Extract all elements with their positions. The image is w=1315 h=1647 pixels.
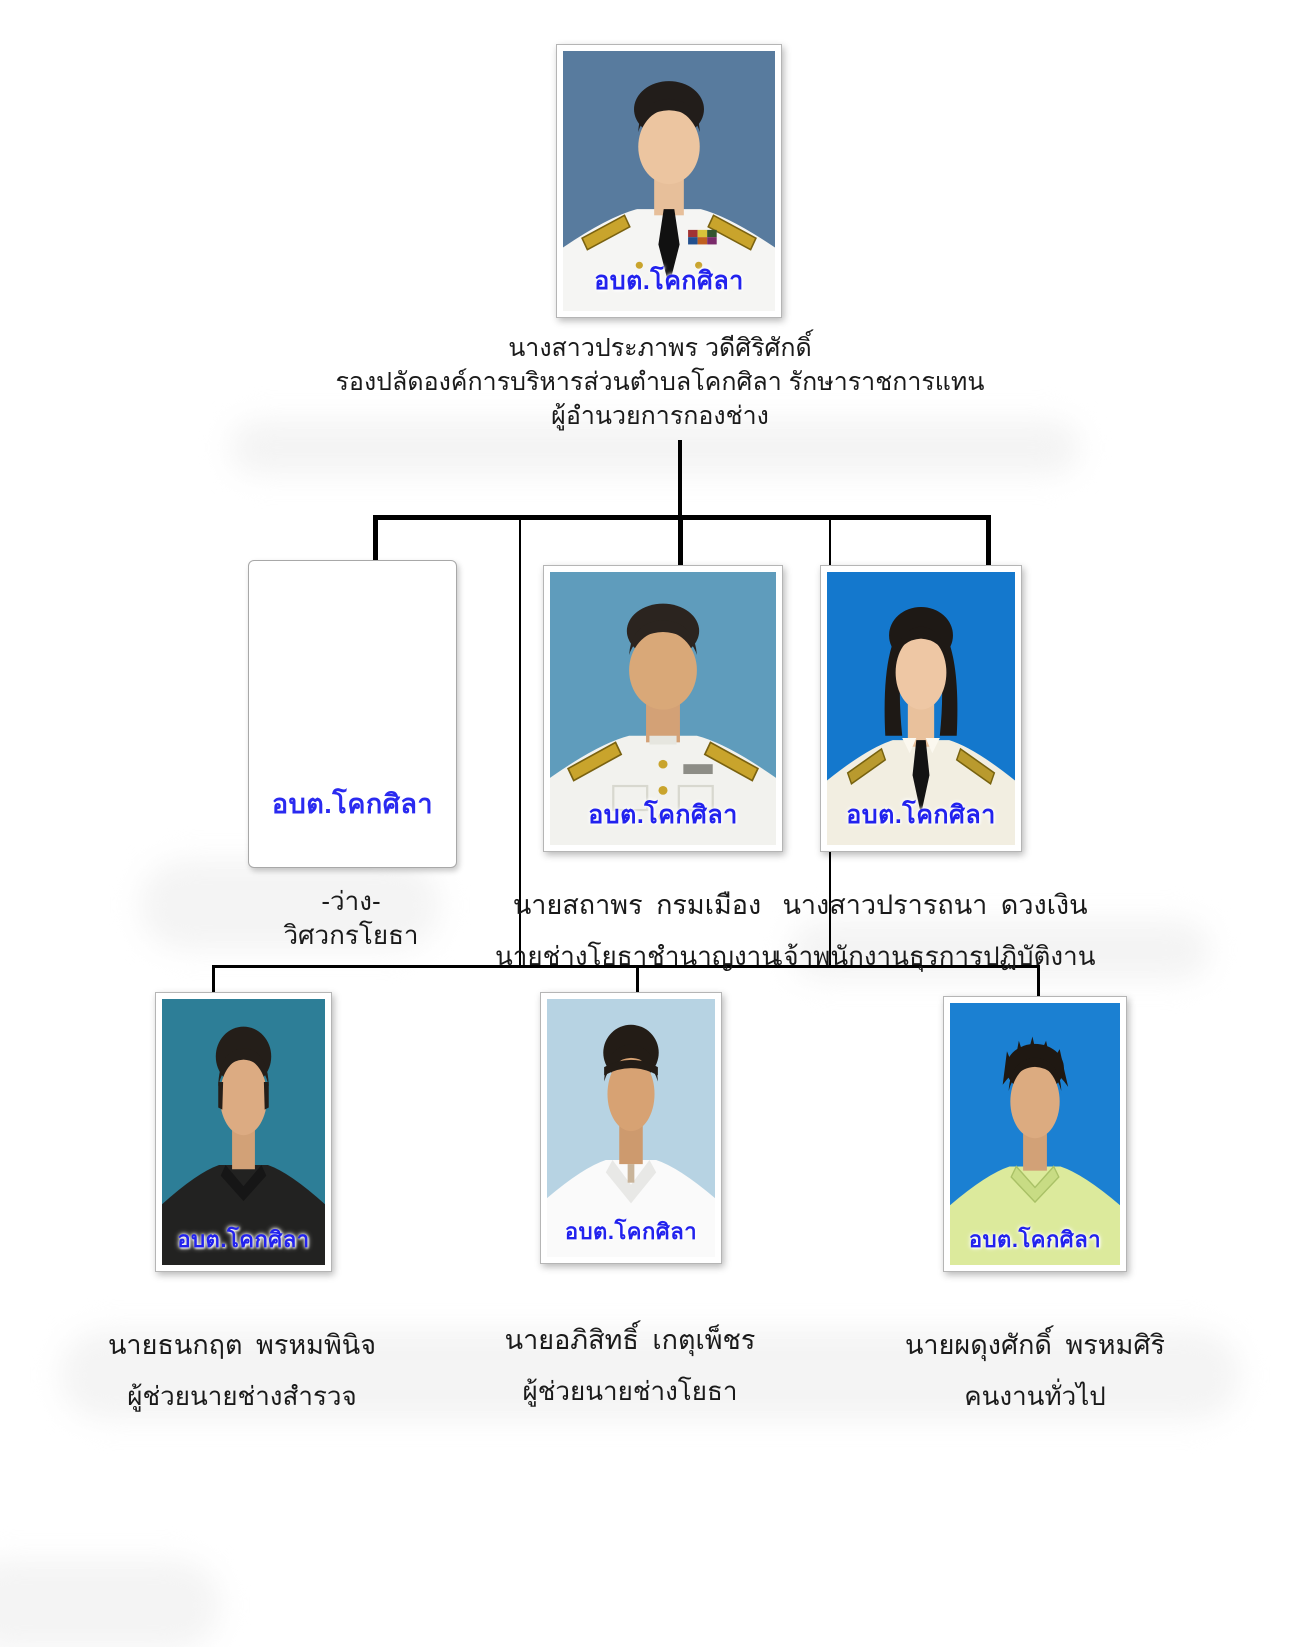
photo-watermark: อบต.โคกศิลา xyxy=(271,789,434,819)
photo-sathaporn xyxy=(543,565,783,852)
person-name: นางสาวปรารถนา ดวงเงิน xyxy=(782,890,1088,920)
photo-phadungsak xyxy=(943,996,1127,1272)
person-role: ผู้ช่วยนายช่างโยธา xyxy=(522,1376,738,1406)
caption-director xyxy=(245,331,1075,433)
connector-drop-middle xyxy=(678,515,683,567)
person-role: นายช่างโยธาชำนาญงาน xyxy=(494,941,780,971)
caption-pratthana xyxy=(765,890,1105,971)
caption-apisit xyxy=(480,1325,780,1406)
connector-top-vertical xyxy=(678,440,682,519)
photo-watermark: อบต.โคกศิลา xyxy=(588,801,738,829)
person-role: คนงานทั่วไป xyxy=(964,1381,1106,1411)
connector-drop-vacant xyxy=(373,515,378,563)
caption-phadungsak xyxy=(885,1330,1185,1411)
photo-director xyxy=(556,44,782,318)
person-role: ผู้ช่วยนายช่างสำรวจ xyxy=(127,1381,357,1411)
director-name: นางสาวประภาพร วดีศิริศักดิ์ xyxy=(508,334,812,362)
photo-pratthana xyxy=(820,565,1022,852)
person-name: นายธนกฤต พรหมพินิจ xyxy=(107,1330,377,1360)
photo-thanakrit xyxy=(155,992,332,1272)
person-name: นายผดุงศักดิ์ พรหมศิริ xyxy=(904,1330,1166,1360)
connector-drop-right xyxy=(986,515,991,567)
director-role-line1: รองปลัดองค์การบริหารส่วนตำบลโคกศิลา รักษาราชการแทน xyxy=(335,368,985,396)
scan-artifact xyxy=(0,1560,220,1647)
photo-watermark: อบต.โคกศิลา xyxy=(564,1219,698,1244)
photo-watermark: อบต.โคกศิลา xyxy=(968,1227,1102,1252)
caption-vacant xyxy=(201,884,501,952)
caption-thanakrit xyxy=(92,1330,392,1411)
vacant-label: -ว่าง- xyxy=(321,886,381,916)
director-role-line2: ผู้อำนวยการกองช่าง xyxy=(551,402,769,430)
vacant-role: วิศวกรโยธา xyxy=(283,920,419,950)
connector-drop-bottom-left xyxy=(212,965,215,994)
photo-watermark: อบต.โคกศิลา xyxy=(846,801,996,829)
photo-watermark: อบต.โคกศิลา xyxy=(177,1227,310,1252)
photo-watermark: อบต.โคกศิลา xyxy=(594,267,744,295)
person-name: นายอภิสิทธิ์ เกตุเพ็ชร xyxy=(504,1325,756,1355)
photo-apisit xyxy=(540,992,722,1264)
photo-vacant-civil-engineer xyxy=(248,560,457,868)
person-name: นายสถาพร กรมเมือง xyxy=(512,890,762,920)
caption-sathaporn xyxy=(477,890,797,971)
person-role: เจ้าพนักงานธุรการปฏิบัติงาน xyxy=(774,941,1096,971)
